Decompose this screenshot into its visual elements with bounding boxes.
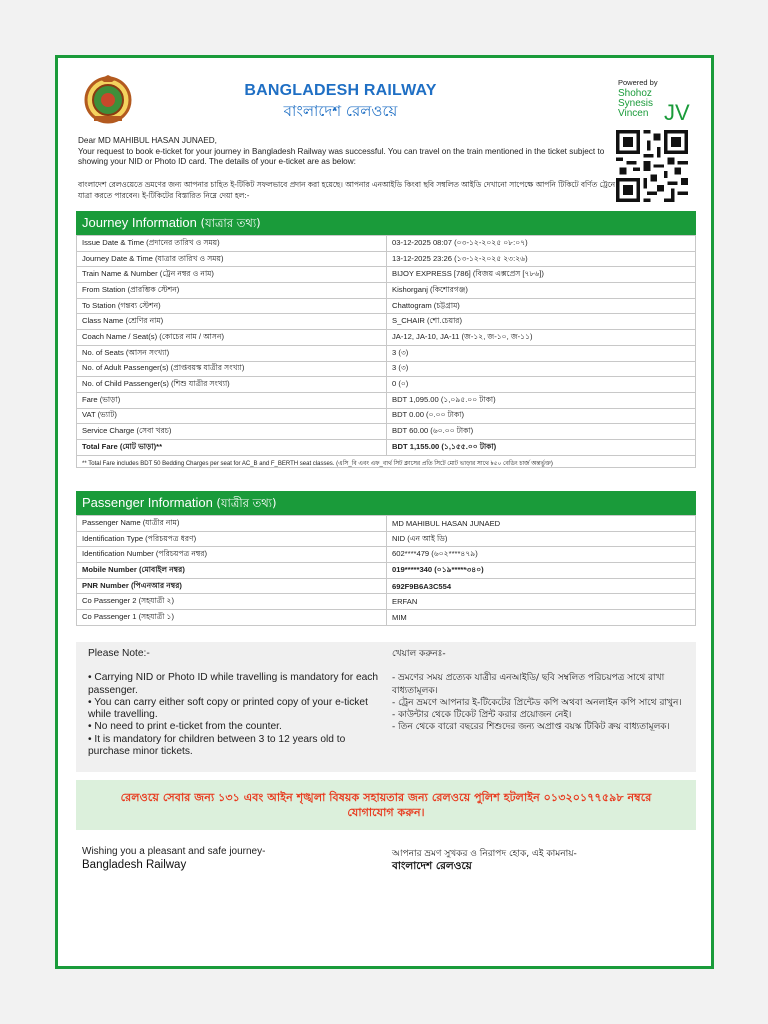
closing-signature-en: Bangladesh Railway (82, 859, 187, 871)
passenger-information-title: Passenger Information (82, 495, 213, 510)
row-value: Kishorganj (কিশোরগঞ্জ) (387, 283, 696, 299)
row-label: PNR Number (পিএনআর নম্বর) (77, 578, 387, 594)
ticket-page (55, 55, 714, 969)
row-value: JA-12, JA-10, JA-11 (জ-১২, জ-১০, জ-১১) (387, 330, 696, 346)
passenger-information-table (76, 515, 696, 626)
note-item: • You can carry either soft copy or printed copy of your e-ticket while travelling. (88, 696, 368, 721)
row-value: 692F9B6A3C554 (387, 578, 696, 594)
journey-information-title: Journey Information (82, 215, 197, 230)
row-label: Issue Date & Time (প্রদানের তারিখ ও সময়) (77, 236, 387, 252)
total-fare-row (77, 439, 696, 455)
table-row (77, 392, 696, 408)
table-row (77, 594, 696, 610)
journey-information-table (76, 235, 696, 456)
row-value: BDT 1,095.00 (১,০৯৫.০০ টাকা) (387, 392, 696, 408)
note-item-bn: - কাউন্টার থেকে টিকেট প্রিন্ট করার প্রয়োজন নেই। (392, 710, 572, 721)
row-value: S_CHAIR (শো.চেয়ার) (387, 314, 696, 330)
table-row (77, 547, 696, 563)
hotline-line: রেলওয়ে সেবার জন্য ১৩১ এবং আইন শৃঙ্খলা বিষয়ক সহায়তার জন্য রেলওয়ে পুলিশ হটলাইন ০১৩২০১৭৭৫৯৮ নম্বরে (120, 791, 652, 804)
closing-signature-bn: বাংলাদেশ রেলওয়ে (392, 860, 472, 872)
partner-line: Synesis (618, 98, 654, 109)
notes-title-en: Please Note:- (88, 648, 150, 659)
row-value: BDT 0.00 (০.০০ টাকা) (387, 408, 696, 424)
closing-wish-en: Wishing you a pleasant and safe journey- (82, 846, 266, 857)
row-label: VAT (ভ্যাট) (77, 408, 387, 424)
partner-logo (618, 89, 653, 119)
row-value: Chattogram (চট্টগ্রাম) (387, 298, 696, 314)
row-label: From Station (প্রারম্ভিক স্টেশন) (77, 283, 387, 299)
row-value: MIM (387, 610, 696, 626)
total-fare-value: BDT 1,155.00 (১,১৫৫.০০ টাকা) (387, 439, 696, 455)
table-row (77, 610, 696, 626)
partner-line: Vincen (618, 108, 649, 119)
closing-wish-bn: আপনার ভ্রমণ সুখকর ও নিরাপদ হোক, এই কামনায়- (392, 849, 577, 859)
greeting: Dear MD MAHIBUL HASAN JUNAED, (78, 136, 217, 145)
notes-title-bn: খেয়াল করুনঃ- (392, 649, 446, 659)
row-label: Co Passenger 2 (সহযাত্রী ২) (77, 594, 387, 610)
fare-footnote: ** Total Fare includes BDT 50 Bedding Charges per seat for AC_B and F_BERTH seat classes. (এসি_বি এবং এফ_বার্থ সিট ক্লাসের প্রতি সিটে মোট ভাড়ার সাথে ৳৫০ বেডিং চার্জ অন্তর্ভুক্ত) (76, 456, 696, 468)
powered-by-label: Powered by (618, 78, 658, 87)
row-value: 019*****340 (০১৯*****৩৪০) (387, 563, 696, 579)
row-value: 602****479 (৬০২****৪৭৯) (387, 547, 696, 563)
intro-body: Your request to book e-ticket for your journey in Bangladesh Railway was successful. You can travel on the train mentioned in the ticket subject to showing your NID or Photo ID card. The details of your e-ticket are as below: (78, 146, 605, 166)
table-row (77, 516, 696, 532)
row-label: Identification Number (পরিচয়পত্র নম্বর) (77, 547, 387, 563)
total-fare-label: Total Fare (মোট ভাড়া)** (77, 439, 387, 455)
row-label: Train Name & Number (ট্রেন নম্বর ও নাম) (77, 267, 387, 283)
note-item: • Carrying NID or Photo ID while travelling is mandatory for each passenger. (88, 672, 379, 696)
journey-information-header (76, 211, 696, 235)
qr-code-icon (616, 130, 688, 202)
table-row (77, 298, 696, 314)
table-row (77, 361, 696, 377)
partner-jv: JV (664, 100, 690, 125)
row-value: 13-12-2025 23:26 (১৩-১২-২০২৫ ২৩:২৬) (387, 251, 696, 267)
row-value: 0 (০) (387, 377, 696, 393)
table-row (77, 578, 696, 594)
notes-english (88, 648, 380, 758)
title-english: BANGLADESH RAILWAY (244, 82, 437, 99)
note-item-bn: - ট্রেন ভ্রমণে আপনার ই-টিকেটের প্রিন্টেড কপি অথবা অনলাইন কপি সাথে রাখুন। (392, 697, 682, 708)
row-value: MD MAHIBUL HASAN JUNAED (387, 516, 696, 532)
row-value: 3 (৩) (387, 361, 696, 377)
row-label: Coach Name / Seat(s) (কোচের নাম / আসন) (77, 330, 387, 346)
note-item: • It is mandatory for children between 3 to 12 years old to purchase minor tickets. (88, 733, 346, 758)
row-value: BDT 60.00 (৬০.০০ টাকা) (387, 424, 696, 440)
table-row (77, 408, 696, 424)
note-item: • No need to print e-ticket from the counter. (88, 721, 282, 733)
railway-emblem-icon (82, 73, 134, 125)
row-value: BIJOY EXPRESS [786] (বিজয় এক্সপ্রেস [৭৮৬]) (387, 267, 696, 283)
row-label: To Station (গন্তব্য স্টেশন) (77, 298, 387, 314)
table-row (77, 531, 696, 547)
intro-bangla: বাংলাদেশ রেলওয়েতে ভ্রমণের জন্য আপনার চাহিত ই-টিকিট সফলভাবে প্রদান করা হয়েছে। আপনার এনআইডি কিংবা ছবি সম্বলিত আইডি দেখানো সাপেক্ষে আপনি টিকিটে বর্ণিত ট্রেনে যাত্রা করতে পারবেন। ই-টিকিটের বিস্তারিত নিম্নে দেয়া হল:- (78, 180, 616, 200)
journey-information-section (76, 211, 696, 468)
table-row (77, 314, 696, 330)
row-label: Mobile Number (মোবাইল নম্বর) (77, 563, 387, 579)
row-label: Fare (ভাড়া) (77, 392, 387, 408)
table-row (77, 345, 696, 361)
partner-line: Shohoz (618, 88, 652, 99)
row-label: Service Charge (সেবা খরচ) (77, 424, 387, 440)
table-row (77, 330, 696, 346)
note-item-bn: - ভ্রমণের সময় প্রত্যেক যাত্রীর এনআইডি/ ছবি সম্বলিত পরিচয়পত্র সাথে রাখা বাধ্যতামূলক। (392, 673, 665, 696)
intro-english (78, 136, 616, 168)
table-row (77, 251, 696, 267)
row-value: 3 (৩) (387, 345, 696, 361)
table-row (77, 377, 696, 393)
notes-bangla (392, 648, 688, 734)
passenger-information-title-bn: (যাত্রীর তথ্য) (216, 496, 277, 510)
row-label: Journey Date & Time (যাত্রার তারিখ ও সময়) (77, 251, 387, 267)
row-label: No. of Child Passenger(s) (শিশু যাত্রীর সংখ্যা) (77, 377, 387, 393)
hotline-banner (76, 780, 696, 830)
notes-panel (76, 642, 696, 772)
table-row (77, 424, 696, 440)
row-value: 03-12-2025 08:07 (০৩-১২-২০২৫ ০৮:০৭) (387, 236, 696, 252)
table-row (77, 267, 696, 283)
title-bangla: বাংলাদেশ রেলওয়ে (283, 102, 398, 120)
row-label: Identification Type (পরিচয়পত্র ধরণ) (77, 531, 387, 547)
passenger-information-section (76, 491, 696, 626)
row-label: No. of Seats (আসন সংখ্যা) (77, 345, 387, 361)
journey-information-title-bn: (যাত্রার তথ্য) (200, 216, 261, 230)
row-label: Co Passenger 1 (সহযাত্রী ১) (77, 610, 387, 626)
row-label: Passenger Name (যাত্রীর নাম) (77, 516, 387, 532)
table-row (77, 563, 696, 579)
row-label: No. of Adult Passenger(s) (প্রাপ্তবয়স্ক যাত্রীর সংখ্যা) (77, 361, 387, 377)
passenger-information-header (76, 491, 696, 515)
row-value: ERFAN (387, 594, 696, 610)
row-label: Class Name (শ্রেণির নাম) (77, 314, 387, 330)
hotline-line: যোগাযোগ করুন। (347, 806, 425, 819)
row-value: NID (এন আই ডি) (387, 531, 696, 547)
table-row (77, 236, 696, 252)
table-row (77, 283, 696, 299)
note-item-bn: - তিন থেকে বারো বছরের শিশুদের জন্য অপ্রাপ্ত বয়স্ক টিকিট ক্রয় বাধ্যতামূলক। (392, 722, 670, 733)
